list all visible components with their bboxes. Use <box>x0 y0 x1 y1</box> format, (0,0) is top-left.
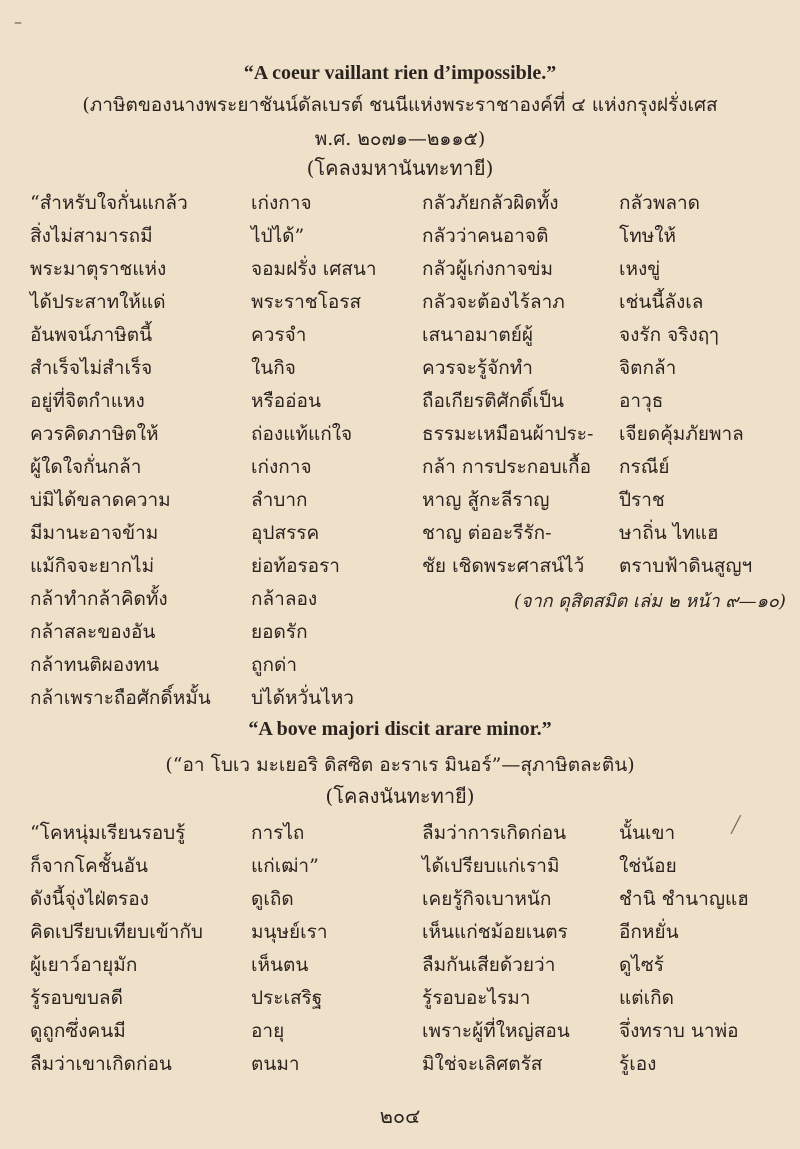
poem-line <box>0 485 800 518</box>
poem1 <box>0 188 800 716</box>
verse-segment: ก็จากโคชั้นอัน <box>30 855 149 877</box>
verse-segment: เห็นแก่ชม้อยเนตร <box>422 921 568 943</box>
poem-line <box>0 287 800 320</box>
poem2 <box>0 818 800 1082</box>
verse-segment: “สำหรับใจกั่นแกล้ว <box>30 192 188 214</box>
verse-segment: ธรรมะเหมือนผ้าประ- <box>422 423 594 445</box>
verse-segment: อาวุธ <box>619 390 664 412</box>
verse-segment: บ่ได้หวั่นไหว <box>251 687 354 709</box>
verse-segment: กลัวจะต้องไร้ลาภ <box>422 291 565 313</box>
section2-attribution: (“อา โบเว มะเยอริ ดิสซิต อะราเร มินอร์”—สุภาษิตละติน) <box>165 754 635 776</box>
verse-segment: เคยรู้กิจเบาหนัก <box>422 888 552 910</box>
poem-line <box>0 851 800 884</box>
section1-attribution-line1: (ภาษิตของนางพระยาชันน์ดัลเบรต์ ชนนีแห่งพระราชาองค์ที่ ๔ แห่งกรุงฝรั่งเศส <box>82 94 718 116</box>
verse-segment: ถูกด่า <box>251 654 298 676</box>
poem-line <box>0 320 800 353</box>
verse-segment: เก่งกาจ <box>251 192 312 214</box>
poem-line <box>0 386 800 419</box>
verse-segment: ษาถิ่น ไทแฮ <box>619 522 719 544</box>
poem-line <box>0 518 800 551</box>
verse-segment: ไป่ได้” <box>251 225 305 247</box>
verse-segment: กล้าลอง <box>251 588 318 610</box>
verse-segment: เห็นตน <box>251 954 309 976</box>
verse-segment: อีกหยั่น <box>619 921 679 943</box>
verse-segment: มิใช่จะเลิศตรัส <box>422 1053 543 1075</box>
poem-line <box>0 818 800 851</box>
verse-segment: “โคหนุ่มเรียนรอบรู้ <box>30 822 186 844</box>
section1-motto: “A coeur vaillant rien d’impossible.” <box>243 62 557 84</box>
verse-segment: ถ่องแท้แก่ใจ <box>251 423 353 445</box>
poem-line <box>0 1016 800 1049</box>
verse-segment: นั้นเขา <box>619 822 676 844</box>
verse-segment: บ่มิได้ขลาดความ <box>30 489 171 511</box>
verse-segment: กรณีย์ <box>619 456 670 478</box>
verse-segment: พระมาตุราชแห่ง <box>30 258 167 280</box>
verse-segment: ลืมว่าการเกิดก่อน <box>422 822 567 844</box>
verse-segment: ใช่น้อย <box>619 855 677 877</box>
verse-segment: แก่เฒ่า” <box>251 855 319 877</box>
verse-segment: ถือเกียรติศักดิ์เป็น <box>422 390 565 412</box>
verse-segment: ในกิจ <box>251 357 296 379</box>
verse-segment: ชัย เชิดพระศาสน์ไว้ <box>422 555 585 577</box>
verse-segment: การไถ <box>251 822 305 844</box>
poem-line <box>0 551 800 584</box>
verse-segment: ชาญ ต่ออะรีรัก- <box>422 522 552 544</box>
verse-segment: กล้าทำกล้าคิดทั้ง <box>30 588 168 610</box>
verse-segment: แม้กิจจะยากไม่ <box>30 555 155 577</box>
verse-segment: ดูเถิด <box>251 888 294 910</box>
verse-segment: อยู่ที่จิตกำแหง <box>30 390 145 412</box>
poem-line <box>0 884 800 917</box>
verse-segment: เจียดคุ้มภัยพาล <box>619 423 744 445</box>
verse-segment: คิดเปรียบเทียบเข้ากับ <box>30 921 203 943</box>
source-citation: (จาก ดุสิตสมิต เล่ม ๒ หน้า ๙—๑๐) <box>514 591 786 612</box>
verse-segment: ลืมว่าเขาเกิดก่อน <box>30 1053 172 1075</box>
verse-segment: อายุ <box>251 1020 285 1042</box>
verse-segment: อันพจน์ภาษิตนี้ <box>30 324 153 346</box>
poem-line <box>0 188 800 221</box>
poem-line <box>0 983 800 1016</box>
verse-segment: เช่นนี้ลังเล <box>619 291 704 313</box>
verse-segment: สิ่งไม่สามารถมี <box>30 225 153 247</box>
verse-segment: จงรัก จริงฤๅ <box>619 324 719 346</box>
verse-segment: ผู้ใดใจกั่นกล้า <box>30 456 142 478</box>
verse-segment: ผู้เยาว์อายุมัก <box>30 954 138 976</box>
poem-line <box>0 950 800 983</box>
verse-segment: ได้ประสาทให้แด่ <box>30 291 166 313</box>
verse-segment: สำเร็จไม่สำเร็จ <box>30 357 153 379</box>
poem-line <box>0 452 800 485</box>
corner-mark: – <box>14 12 22 31</box>
verse-segment: เสนาอมาตย์ผู้ <box>422 324 533 346</box>
verse-segment: รู้รอบขบลดี <box>30 987 123 1009</box>
verse-segment: ปีราช <box>619 489 665 511</box>
verse-segment: กล้าทนติผองทน <box>30 654 160 676</box>
poem-line <box>0 917 800 950</box>
verse-segment: กลัวว่าคนอาจติ <box>422 225 549 247</box>
verse-segment: หาญ สู้กะลีราญ <box>422 489 550 511</box>
margin-mark: ╱ <box>731 815 741 834</box>
page-number: ๒๐๔ <box>379 1104 421 1128</box>
verse-segment: ตนมา <box>251 1053 300 1075</box>
verse-segment: พระราชโอรส <box>251 291 362 313</box>
section2-motto: “A bove majori discit arare minor.” <box>248 718 552 740</box>
verse-segment: กล้าเพราะถือศักดิ์หมั้น <box>30 687 211 709</box>
poem-line <box>0 617 800 650</box>
section1-poem-type: (โคลงมหานันทะทายี) <box>306 156 494 180</box>
poem-line <box>0 650 800 683</box>
verse-segment: กลัวพลาด <box>619 192 700 214</box>
poem-line <box>0 419 800 452</box>
verse-segment: เพราะผู้ที่ใหญ่สอน <box>422 1020 570 1042</box>
verse-segment: ควรจะรู้จักทำ <box>422 357 533 379</box>
verse-segment: หรืออ่อน <box>251 390 321 412</box>
verse-segment: ลำบาก <box>251 489 308 511</box>
verse-segment: รู้เอง <box>619 1053 657 1075</box>
verse-segment: จิตกล้า <box>619 357 677 379</box>
poem-line <box>0 221 800 254</box>
verse-segment: ควรคิดภาษิตให้ <box>30 423 159 445</box>
verse-segment: ดูไซร้ <box>619 954 664 976</box>
poem-line <box>0 1049 800 1082</box>
verse-segment: จอมฝรั่ง เศสนา <box>251 258 377 280</box>
poem-line <box>0 254 800 287</box>
verse-segment: ยอดรัก <box>251 621 308 643</box>
verse-segment: รู้รอบอะไรมา <box>422 987 531 1009</box>
verse-segment: ตราบฟ้าดินสูญฯ <box>619 555 753 577</box>
section2-poem-type: (โคลงนันทะทายี) <box>325 784 475 808</box>
verse-segment: ดูถูกซึ่งคนมี <box>30 1020 126 1042</box>
verse-segment: กล้าสละของอัน <box>30 621 156 643</box>
poem-line <box>0 353 800 386</box>
verse-segment: ประเสริฐ <box>251 987 323 1009</box>
verse-segment: ย่อท้อรอรา <box>251 555 340 577</box>
verse-segment: กลัวผู้เก่งกาจข่ม <box>422 258 554 280</box>
verse-segment: ควรจำ <box>251 324 307 346</box>
verse-segment: อุปสรรค <box>251 522 320 544</box>
verse-segment: มนุษย์เรา <box>251 921 328 943</box>
verse-segment: กล้า การประกอบเกื้อ <box>422 456 592 478</box>
poem-line <box>0 683 800 716</box>
verse-segment: ลืมกันเสียด้วยว่า <box>422 954 556 976</box>
section1-attribution-line2: พ.ศ. ๒๐๗๑—๒๑๑๕) <box>314 128 486 150</box>
verse-segment: กลัวภัยกลัวผิดทั้ง <box>422 192 559 214</box>
verse-segment: มีมานะอาจข้าม <box>30 522 159 544</box>
verse-segment: แต่เกิด <box>619 987 674 1009</box>
verse-segment: จึ่งทราบ นาพ่อ <box>619 1020 739 1042</box>
verse-segment: ดังนี้จุ่งไฝ่ตรอง <box>30 888 149 910</box>
verse-segment: ได้เปรียบแก่เรามิ <box>422 855 560 877</box>
verse-segment: ชำนิ ชำนาญแฮ <box>619 888 749 910</box>
verse-segment: เก่งกาจ <box>251 456 312 478</box>
verse-segment: เหงขู่ <box>619 258 661 280</box>
verse-segment: โทษให้ <box>619 225 677 247</box>
